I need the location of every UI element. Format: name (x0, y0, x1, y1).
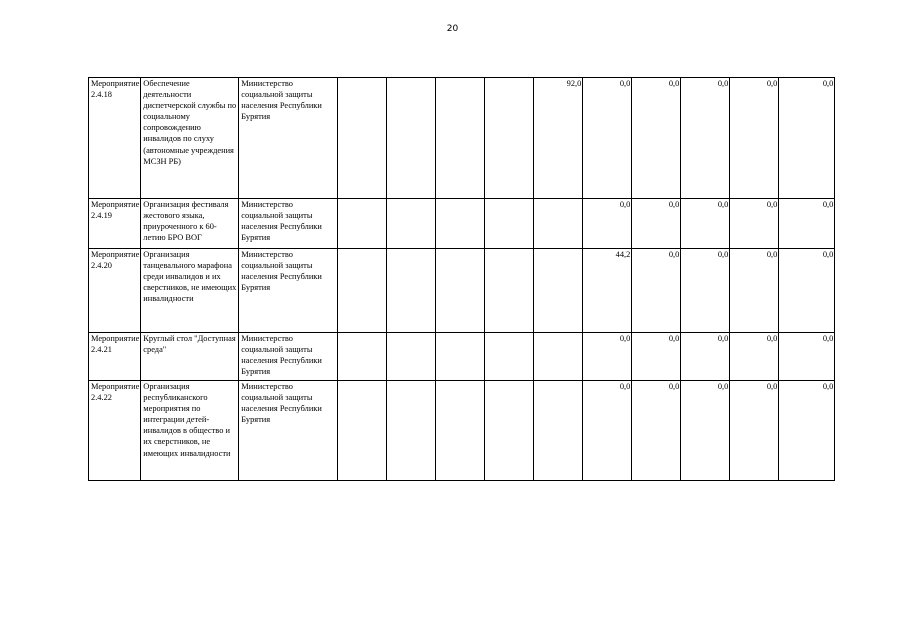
page-number: 20 (446, 24, 459, 34)
value-cell (338, 333, 387, 381)
value-cell (485, 78, 534, 199)
event-name-cell: Организация танцевального марафона среди инвалидов и их сверстников, не имеющих инвалидности (141, 249, 239, 333)
value-cell (338, 381, 387, 481)
value-cell: 0,0 (583, 381, 632, 481)
value-cell: 0,0 (730, 199, 779, 249)
value-cell (436, 249, 485, 333)
value-cell: 0,0 (681, 78, 730, 199)
value-cell (387, 78, 436, 199)
value-cell: 0,0 (632, 381, 681, 481)
event-name-cell: Обеспечение деятельности диспетчерской службы по социальному сопровождению инвалидов по слуху (автономные учреждения МСЗН РБ) (141, 78, 239, 199)
value-cell: 0,0 (730, 333, 779, 381)
value-cell: 0,0 (779, 333, 835, 381)
value-cell (387, 333, 436, 381)
value-cell (387, 249, 436, 333)
value-cell (485, 199, 534, 249)
value-cell (534, 249, 583, 333)
event-code-cell: Мероприятие 2.4.20 (89, 249, 141, 333)
value-cell (436, 333, 485, 381)
value-cell: 0,0 (583, 333, 632, 381)
value-cell (436, 78, 485, 199)
value-cell: 0,0 (779, 78, 835, 199)
event-code-cell: Мероприятие 2.4.21 (89, 333, 141, 381)
value-cell: 0,0 (730, 249, 779, 333)
value-cell: 0,0 (730, 78, 779, 199)
event-code-cell: Мероприятие 2.4.19 (89, 199, 141, 249)
value-cell (485, 381, 534, 481)
value-cell: 0,0 (681, 333, 730, 381)
value-cell: 0,0 (632, 78, 681, 199)
value-cell: 0,0 (779, 249, 835, 333)
table-row (89, 78, 835, 199)
value-cell (436, 199, 485, 249)
event-code-cell: Мероприятие 2.4.22 (89, 381, 141, 481)
value-cell: 0,0 (779, 381, 835, 481)
value-cell: 92,0 (534, 78, 583, 199)
value-cell: 0,0 (681, 381, 730, 481)
table-row (89, 199, 835, 249)
value-cell (485, 333, 534, 381)
table-row (89, 249, 835, 333)
value-cell (338, 249, 387, 333)
executor-cell: Министерство социальной защиты населения Республики Бурятия (239, 381, 338, 481)
value-cell (534, 333, 583, 381)
value-cell (534, 199, 583, 249)
value-cell (534, 381, 583, 481)
value-cell (387, 381, 436, 481)
value-cell: 0,0 (681, 199, 730, 249)
value-cell: 0,0 (632, 249, 681, 333)
executor-cell: Министерство социальной защиты населения Республики Бурятия (239, 249, 338, 333)
value-cell: 0,0 (632, 199, 681, 249)
executor-cell: Министерство социальной защиты населения Республики Бурятия (239, 78, 338, 199)
executor-cell: Министерство социальной защиты населения Республики Бурятия (239, 333, 338, 381)
value-cell: 0,0 (583, 78, 632, 199)
table-row (89, 381, 835, 481)
event-name-cell: Организация республиканского мероприятия по интеграции детей-инвалидов в общество и их сверстников, не имеющих инвалидности (141, 381, 239, 481)
executor-cell: Министерство социальной защиты населения Республики Бурятия (239, 199, 338, 249)
value-cell (338, 78, 387, 199)
value-cell: 0,0 (583, 199, 632, 249)
value-cell (387, 199, 436, 249)
value-cell: 44,2 (583, 249, 632, 333)
value-cell (436, 381, 485, 481)
value-cell: 0,0 (632, 333, 681, 381)
value-cell: 0,0 (779, 199, 835, 249)
table-row (89, 333, 835, 381)
budget-table (88, 77, 835, 481)
event-name-cell: Организация фестиваля жестового языка, приуроченного к 60-летию БРО ВОГ (141, 199, 239, 249)
value-cell (338, 199, 387, 249)
event-name-cell: Круглый стол "Доступная среда" (141, 333, 239, 381)
event-code-cell: Мероприятие 2.4.18 (89, 78, 141, 199)
value-cell: 0,0 (730, 381, 779, 481)
value-cell (485, 249, 534, 333)
value-cell: 0,0 (681, 249, 730, 333)
